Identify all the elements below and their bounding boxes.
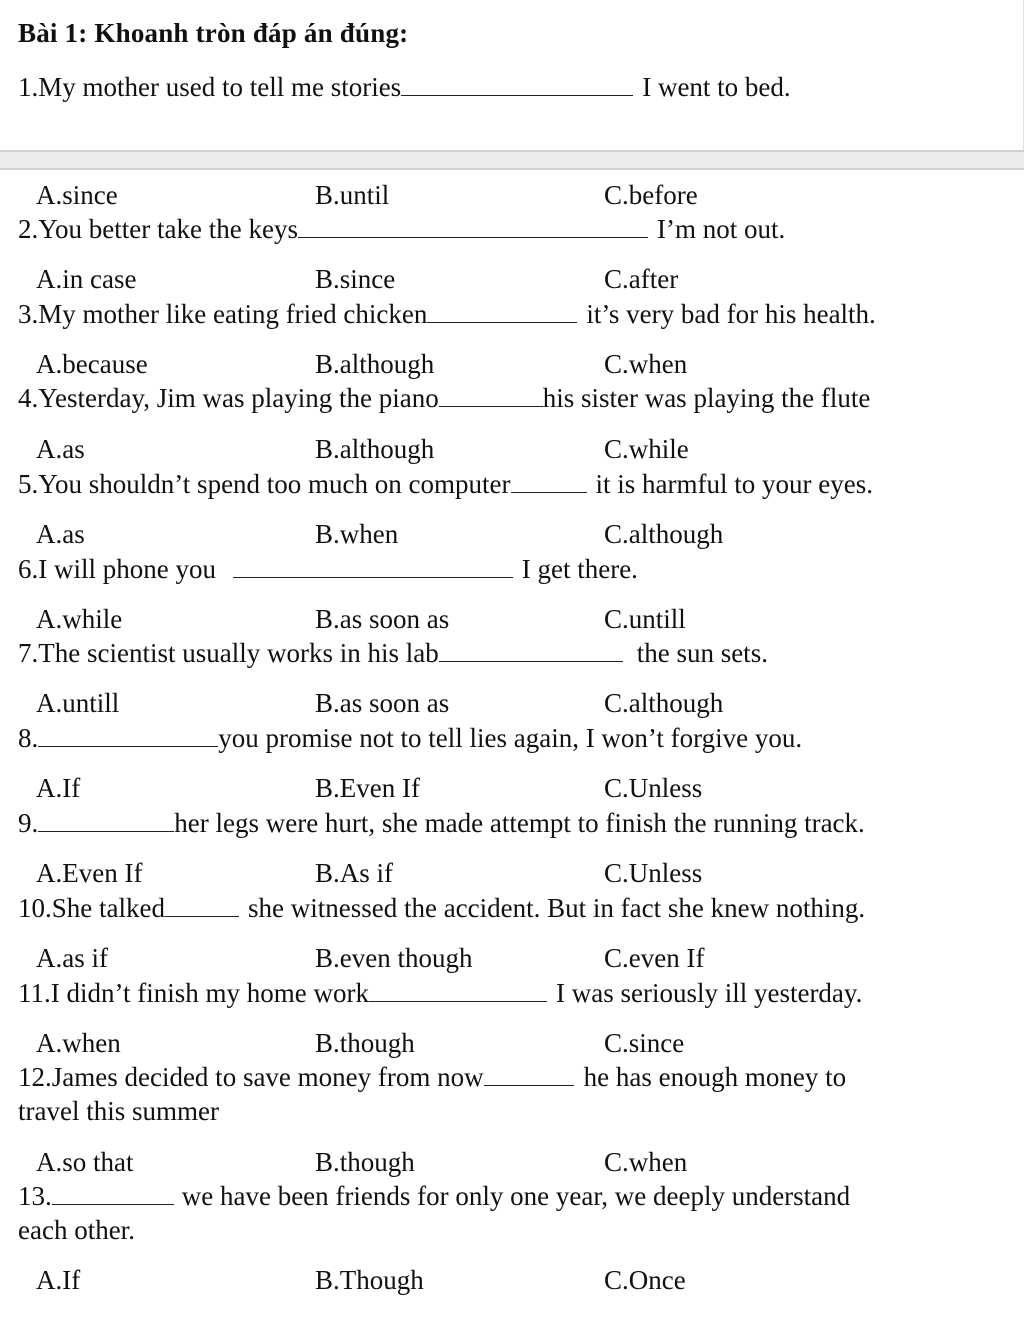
option-c: C.after xyxy=(604,264,679,294)
question-8 xyxy=(18,721,802,755)
option-a: A.because xyxy=(36,349,148,379)
option-a: A.as if xyxy=(36,943,108,973)
question-text-before: Yesterday, Jim was playing the piano xyxy=(38,383,439,413)
question-text-after: he has enough money to xyxy=(583,1062,847,1092)
question-number: 1. xyxy=(18,72,39,102)
answer-blank xyxy=(165,892,239,917)
question-11 xyxy=(18,976,862,1010)
option-c: C.while xyxy=(604,434,689,464)
option-c: C.although xyxy=(604,519,724,549)
option-b: B.since xyxy=(315,264,396,294)
question-number: 7. xyxy=(18,638,39,668)
exercise-title: Bài 1: Khoanh tròn đáp án đúng: xyxy=(18,18,409,48)
question-2 xyxy=(18,212,785,246)
question-text-after: his sister was playing the flute xyxy=(542,383,871,413)
question-number: 3. xyxy=(18,299,39,329)
option-a: A.as xyxy=(36,519,85,549)
option-c: C.Unless xyxy=(604,858,703,888)
question-text-before: I didn’t finish my home work xyxy=(50,978,369,1008)
answer-blank xyxy=(439,382,543,407)
answer-blank xyxy=(369,977,547,1002)
answer-blank xyxy=(298,213,648,238)
question-9 xyxy=(18,806,865,840)
question-4 xyxy=(18,381,870,415)
option-b: B.although xyxy=(315,349,435,379)
question-text-before: You better take the keys xyxy=(38,214,298,244)
answer-blank xyxy=(52,1180,174,1205)
answer-blank xyxy=(427,298,577,323)
question-text-after: we have been friends for only one year, we deeply understand xyxy=(181,1181,851,1211)
page-top xyxy=(0,0,1024,152)
question-5 xyxy=(18,467,873,501)
question-3 xyxy=(18,297,876,331)
question-13-continuation: each other. xyxy=(18,1215,135,1245)
answer-blank xyxy=(38,807,174,832)
question-number: 12. xyxy=(18,1062,52,1092)
option-b: B.though xyxy=(315,1147,415,1177)
option-c: C.Unless xyxy=(604,773,703,803)
page-divider xyxy=(0,152,1024,168)
question-number: 8. xyxy=(18,723,39,753)
question-text-after: I was seriously ill yesterday. xyxy=(555,978,863,1008)
question-text-before: I will phone you xyxy=(38,554,223,584)
option-b: B.as soon as xyxy=(315,604,450,634)
option-c: C.Once xyxy=(604,1265,686,1295)
option-a: A.Even If xyxy=(36,858,143,888)
option-b: B.although xyxy=(315,434,435,464)
option-a: A.in case xyxy=(36,264,137,294)
option-b: B.until xyxy=(315,180,390,210)
option-b: B.as soon as xyxy=(315,688,450,718)
option-a: A.so that xyxy=(36,1147,134,1177)
answer-blank xyxy=(439,637,623,662)
option-a: A.untill xyxy=(36,688,120,718)
answer-blank xyxy=(401,71,633,96)
question-text-before: My mother used to tell me stories xyxy=(38,72,402,102)
question-number: 5. xyxy=(18,469,39,499)
question-12-continuation: travel this summer xyxy=(18,1096,219,1126)
option-c: C.even If xyxy=(604,943,705,973)
option-c: C.untill xyxy=(604,604,686,634)
answer-blank xyxy=(38,722,218,747)
question-text-after: her legs were hurt, she made attempt to finish the running track. xyxy=(174,808,865,838)
question-text-after: I went to bed. xyxy=(642,72,791,102)
option-b: B.As if xyxy=(315,858,394,888)
option-a: A.while xyxy=(36,604,123,634)
option-a: A.If xyxy=(36,1265,81,1295)
answer-blank xyxy=(511,468,587,493)
option-b: B.Though xyxy=(315,1265,424,1295)
option-a: A.since xyxy=(36,180,118,210)
option-a: A.when xyxy=(36,1028,121,1058)
question-6 xyxy=(18,552,638,586)
question-number: 9. xyxy=(18,808,39,838)
question-text-after: I’m not out. xyxy=(656,214,786,244)
option-c: C.since xyxy=(604,1028,685,1058)
question-text-after: she witnessed the accident. But in fact she knew nothing. xyxy=(247,893,866,923)
option-b: B.though xyxy=(315,1028,415,1058)
question-13 xyxy=(18,1179,850,1213)
question-10 xyxy=(18,891,865,925)
option-a: A.If xyxy=(36,773,81,803)
option-c: C.before xyxy=(604,180,698,210)
answer-blank xyxy=(484,1061,574,1086)
answer-blank xyxy=(233,553,513,578)
question-12 xyxy=(18,1060,846,1094)
question-text-after: the sun sets. xyxy=(636,638,768,668)
question-number: 4. xyxy=(18,383,39,413)
question-number: 10. xyxy=(18,893,52,923)
question-number: 13. xyxy=(18,1181,52,1211)
question-text-after: you promise not to tell lies again, I won’t forgive you. xyxy=(218,723,803,753)
question-text-before: James decided to save money from now xyxy=(51,1062,484,1092)
question-text-before: My mother like eating fried chicken xyxy=(38,299,428,329)
option-c: C.when xyxy=(604,1147,688,1177)
question-text-after: it is harmful to your eyes. xyxy=(595,469,873,499)
option-a: A.as xyxy=(36,434,85,464)
question-text-before: You shouldn’t spend too much on computer xyxy=(38,469,511,499)
question-text-after: it’s very bad for his health. xyxy=(586,299,876,329)
option-b: B.even though xyxy=(315,943,473,973)
option-b: B.when xyxy=(315,519,399,549)
question-number: 11. xyxy=(18,978,51,1008)
option-c: C.although xyxy=(604,688,724,718)
question-text-after: I get there. xyxy=(521,554,638,584)
question-text-before: The scientist usually works in his lab xyxy=(38,638,439,668)
question-text-before: She talked xyxy=(51,893,165,923)
question-7 xyxy=(18,636,768,670)
question-number: 6. xyxy=(18,554,39,584)
question-number: 2. xyxy=(18,214,39,244)
option-b: B.Even If xyxy=(315,773,420,803)
question-1 xyxy=(18,70,791,104)
option-c: C.when xyxy=(604,349,688,379)
